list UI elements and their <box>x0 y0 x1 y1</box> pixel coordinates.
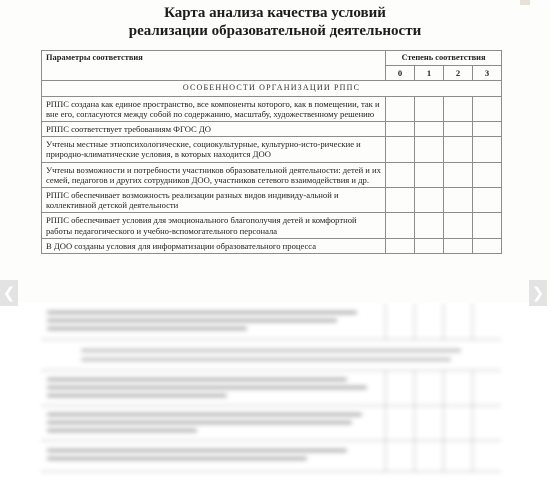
rating-cell[interactable] <box>386 137 415 162</box>
degree-col-2: 2 <box>444 66 473 81</box>
rating-cell[interactable] <box>415 122 444 137</box>
title-line-1: Карта анализа качества условий <box>164 5 386 21</box>
row-text: РППС обеспечивает возможность реализации разных видов индивиду-альной и коллективной детской деятельности <box>42 188 386 213</box>
section-row <box>42 81 502 96</box>
degree-header: Степень соответствия <box>386 51 502 66</box>
rating-cell[interactable] <box>473 162 502 187</box>
blurred-row <box>41 371 501 406</box>
chevron-right-icon: ❯ <box>531 284 545 302</box>
rating-cell[interactable] <box>444 162 473 187</box>
table-row <box>42 137 502 162</box>
rating-cell[interactable] <box>415 96 444 121</box>
degree-col-0: 0 <box>386 66 415 81</box>
blurred-row <box>41 303 501 340</box>
table-header-row <box>42 51 502 66</box>
table-row <box>42 238 502 253</box>
rating-cell[interactable] <box>386 122 415 137</box>
table-row <box>42 122 502 137</box>
rating-cell[interactable] <box>444 213 473 238</box>
rating-cell[interactable] <box>444 238 473 253</box>
row-text: В ДОО созданы условия для информатизации образовательного процесса <box>42 238 386 253</box>
blurred-row <box>41 340 501 371</box>
blurred-row <box>41 441 501 472</box>
rating-cell[interactable] <box>415 162 444 187</box>
rating-cell[interactable] <box>444 122 473 137</box>
table-row <box>42 162 502 187</box>
rating-cell[interactable] <box>415 137 444 162</box>
rating-cell[interactable] <box>386 238 415 253</box>
table-row <box>42 188 502 213</box>
title-line-2: реализации образовательной деятельности <box>128 23 422 39</box>
rating-cell[interactable] <box>415 238 444 253</box>
row-text: РППС создана как единое пространство, все компоненты которого, как в помещении, так и вне его, согласуются между собой по содержанию, масштабу, художественному решению <box>42 96 386 121</box>
row-text: РППС соответствует требованиям ФГОС ДО <box>42 122 386 137</box>
rating-cell[interactable] <box>386 162 415 187</box>
rating-cell[interactable] <box>473 96 502 121</box>
rating-cell[interactable] <box>473 188 502 213</box>
table-row <box>42 213 502 238</box>
table-row <box>42 96 502 121</box>
previous-page-button[interactable] <box>0 280 18 306</box>
page-title <box>0 4 550 40</box>
next-page-button[interactable] <box>529 280 547 306</box>
rating-cell[interactable] <box>386 213 415 238</box>
blurred-row <box>41 406 501 441</box>
rating-cell[interactable] <box>444 188 473 213</box>
rating-cell[interactable] <box>473 137 502 162</box>
rating-cell[interactable] <box>415 188 444 213</box>
section-title: ОСОБЕННОСТИ ОРГАНИЗАЦИИ РППС <box>42 81 502 96</box>
row-text: РППС обеспечивает условия для эмоционального благополучия детей и комфортной работы педагогического и учебно-вспомогательного персонала <box>42 213 386 238</box>
rating-cell[interactable] <box>415 213 444 238</box>
rating-cell[interactable] <box>386 96 415 121</box>
degree-col-1: 1 <box>415 66 444 81</box>
blurred-preview-area <box>0 303 550 479</box>
rating-cell[interactable] <box>444 137 473 162</box>
chevron-left-icon: ❮ <box>2 284 16 302</box>
blurred-table-rows <box>41 303 501 472</box>
analysis-table <box>41 50 502 254</box>
row-text: Учтены возможности и потребности участников образовательной деятельности: детей и их семей, педагогов и других сотрудников ДОО, участников сетевого взаимодействия и др. <box>42 162 386 187</box>
rating-cell[interactable] <box>473 213 502 238</box>
analysis-table-wrapper <box>41 50 501 254</box>
param-header: Параметры соответствия <box>42 51 386 81</box>
rating-cell[interactable] <box>386 188 415 213</box>
rating-cell[interactable] <box>473 122 502 137</box>
degree-col-3: 3 <box>473 66 502 81</box>
rating-cell[interactable] <box>444 96 473 121</box>
row-text: Учтены местные этнопсихологические, социокультурные, культурно-исто-рические и природно-климатические условия, в которых находится ДОО <box>42 137 386 162</box>
rating-cell[interactable] <box>473 238 502 253</box>
